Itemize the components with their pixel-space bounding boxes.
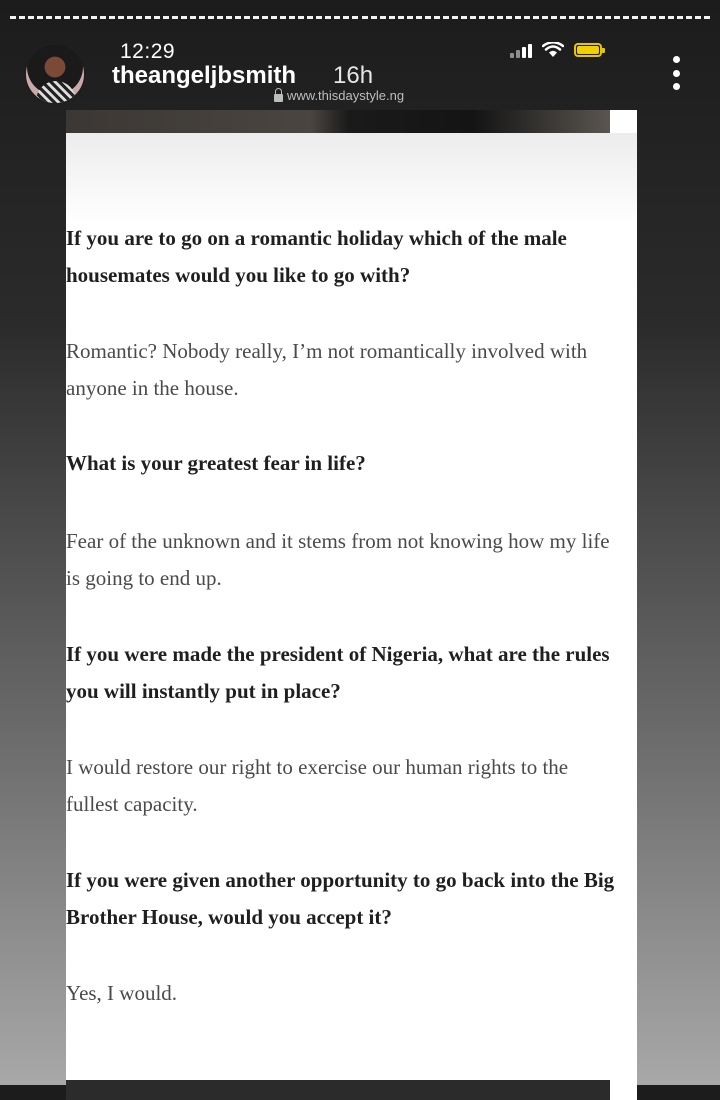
more-options-icon[interactable]: [672, 56, 680, 90]
story-progress-bar: [10, 16, 710, 24]
story-username[interactable]: theangeljbsmith: [112, 62, 297, 89]
article-screenshot: [66, 110, 637, 1100]
story-header: [0, 40, 720, 110]
battery-icon: [574, 43, 602, 57]
story-age: 16h: [333, 62, 374, 89]
story-progress-segment: [362, 16, 710, 24]
article-photo: [66, 1080, 610, 1100]
question-text: What is your greatest fear in life?: [66, 451, 366, 475]
story-progress-segment: [10, 16, 358, 24]
status-time: 12:29: [120, 40, 176, 63]
qa-item: [66, 636, 637, 823]
answer-text: Fear of the unknown and it stems from not knowing how my life is going to end up.: [66, 529, 610, 590]
answer-text: Yes, I would.: [66, 981, 178, 1005]
article-body: [66, 220, 637, 1012]
answer-text: Romantic? Nobody really, I’m not romantically involved with anyone in the house.: [66, 339, 588, 400]
signal-icon: [510, 42, 532, 58]
source-url: www.thisdaystyle.ng: [287, 88, 405, 103]
question-text: If you are to go on a romantic holiday which of the male housemates would you like to go with?: [66, 226, 567, 287]
avatar[interactable]: [24, 43, 86, 105]
status-icons: [510, 42, 602, 58]
story-source-link[interactable]: [274, 88, 404, 103]
qa-item: [66, 445, 637, 597]
article-photo: [66, 110, 610, 133]
question-text: If you were given another opportunity to go back into the Big Brother House, would you accept it?: [66, 868, 615, 929]
qa-item: [66, 862, 637, 1012]
answer-text: I would restore our right to exercise our human rights to the fullest capacity.: [66, 755, 569, 816]
qa-item: [66, 220, 637, 407]
question-text: If you were made the president of Nigeria, what are the rules you will instantly put in place?: [66, 642, 610, 703]
lock-icon: [274, 94, 283, 102]
wifi-icon: [542, 42, 564, 58]
